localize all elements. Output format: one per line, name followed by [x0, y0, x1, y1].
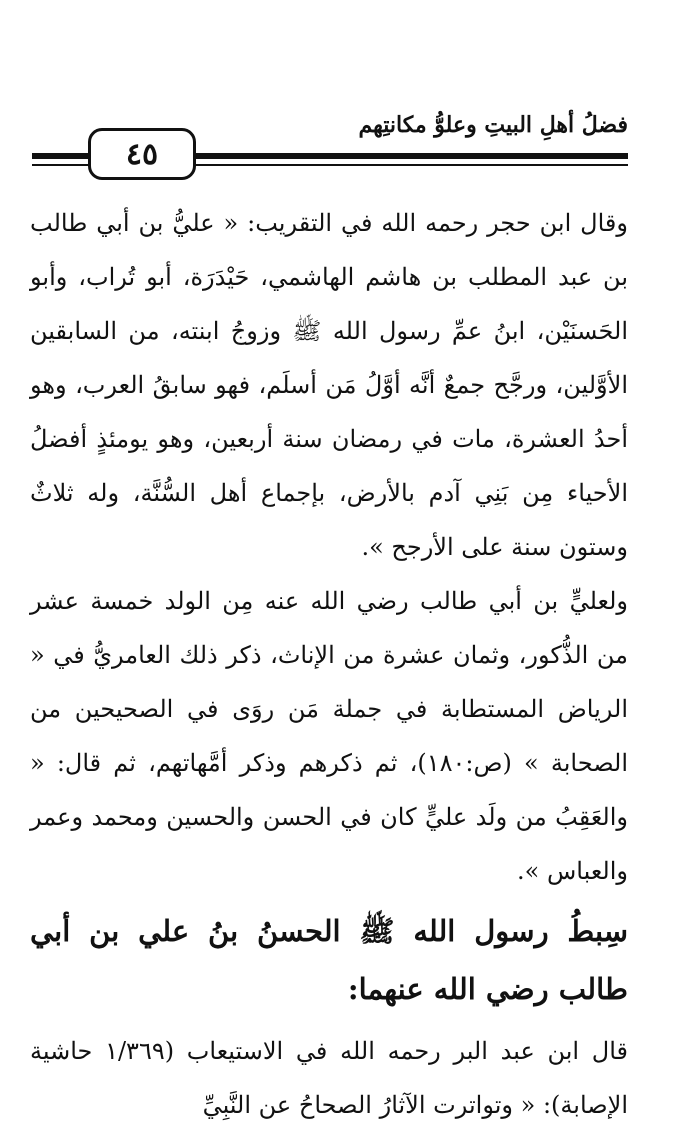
paragraph-ali-children: ولعليٍّ بن أبي طالب رضي الله عنه مِن الولد خمسة عشر من الذُّكور، وثمان عشرة من الإناث، ذكر ذلك العامريُّ في « الرياض المستطابة في جملة مَن روَى في الصحيحين من الصحابة » (ص:١٨٠)، ثم ذكرهم وذكر أمَّهاتهم، ثم قال: « والعَقِبُ من ولَد عليٍّ كان في الحسن والحسين ومحمد وعمر والعباس ».	[30, 587, 628, 885]
paragraph-ibn-hajar-quote: وقال ابن حجر رحمه الله في التقريب: « عليُّ بن أبي طالب بن عبد المطلب بن هاشم الهاشمي، حَيْدَرَة، أبو تُراب، وأبو الحَسنَيْن، ابنُ عمِّ رسول الله ﷺ وزوجُ ابنته، من السابقين الأوَّلين، ورجَّح جمعٌ أنَّه أوَّلُ مَن أسلَم، فهو سابقُ العرب، وهو أحدُ العشرة، مات في رمضان سنة أربعين، وهو يومئذٍ أفضلُ الأحياء مِن بَنِي آدم بالأرض، بإجماع أهل السُّنَّة، وله ثلاثٌ وستون سنة على الأرجح ».	[30, 209, 628, 561]
page-number: ٤٥	[125, 136, 159, 172]
page-body	[30, 196, 628, 1132]
page-number-frame	[88, 128, 196, 180]
running-title: فضلُ أهلِ البيتِ وعلوُّ مكانتِهم	[358, 112, 628, 138]
section-heading: سِبطُ رسول الله ﷺ الحسنُ بنُ علي بن أبي طالب رضي الله عنهما:	[30, 914, 628, 1006]
page-header	[32, 108, 628, 178]
paragraph-ibn-abd-al-barr: قال ابن عبد البر رحمه الله في الاستيعاب (١/٣٦٩ حاشية الإصابة): « وتواترت الآثارُ الصحاحُ عن النَّبِيِّ	[30, 1037, 629, 1119]
